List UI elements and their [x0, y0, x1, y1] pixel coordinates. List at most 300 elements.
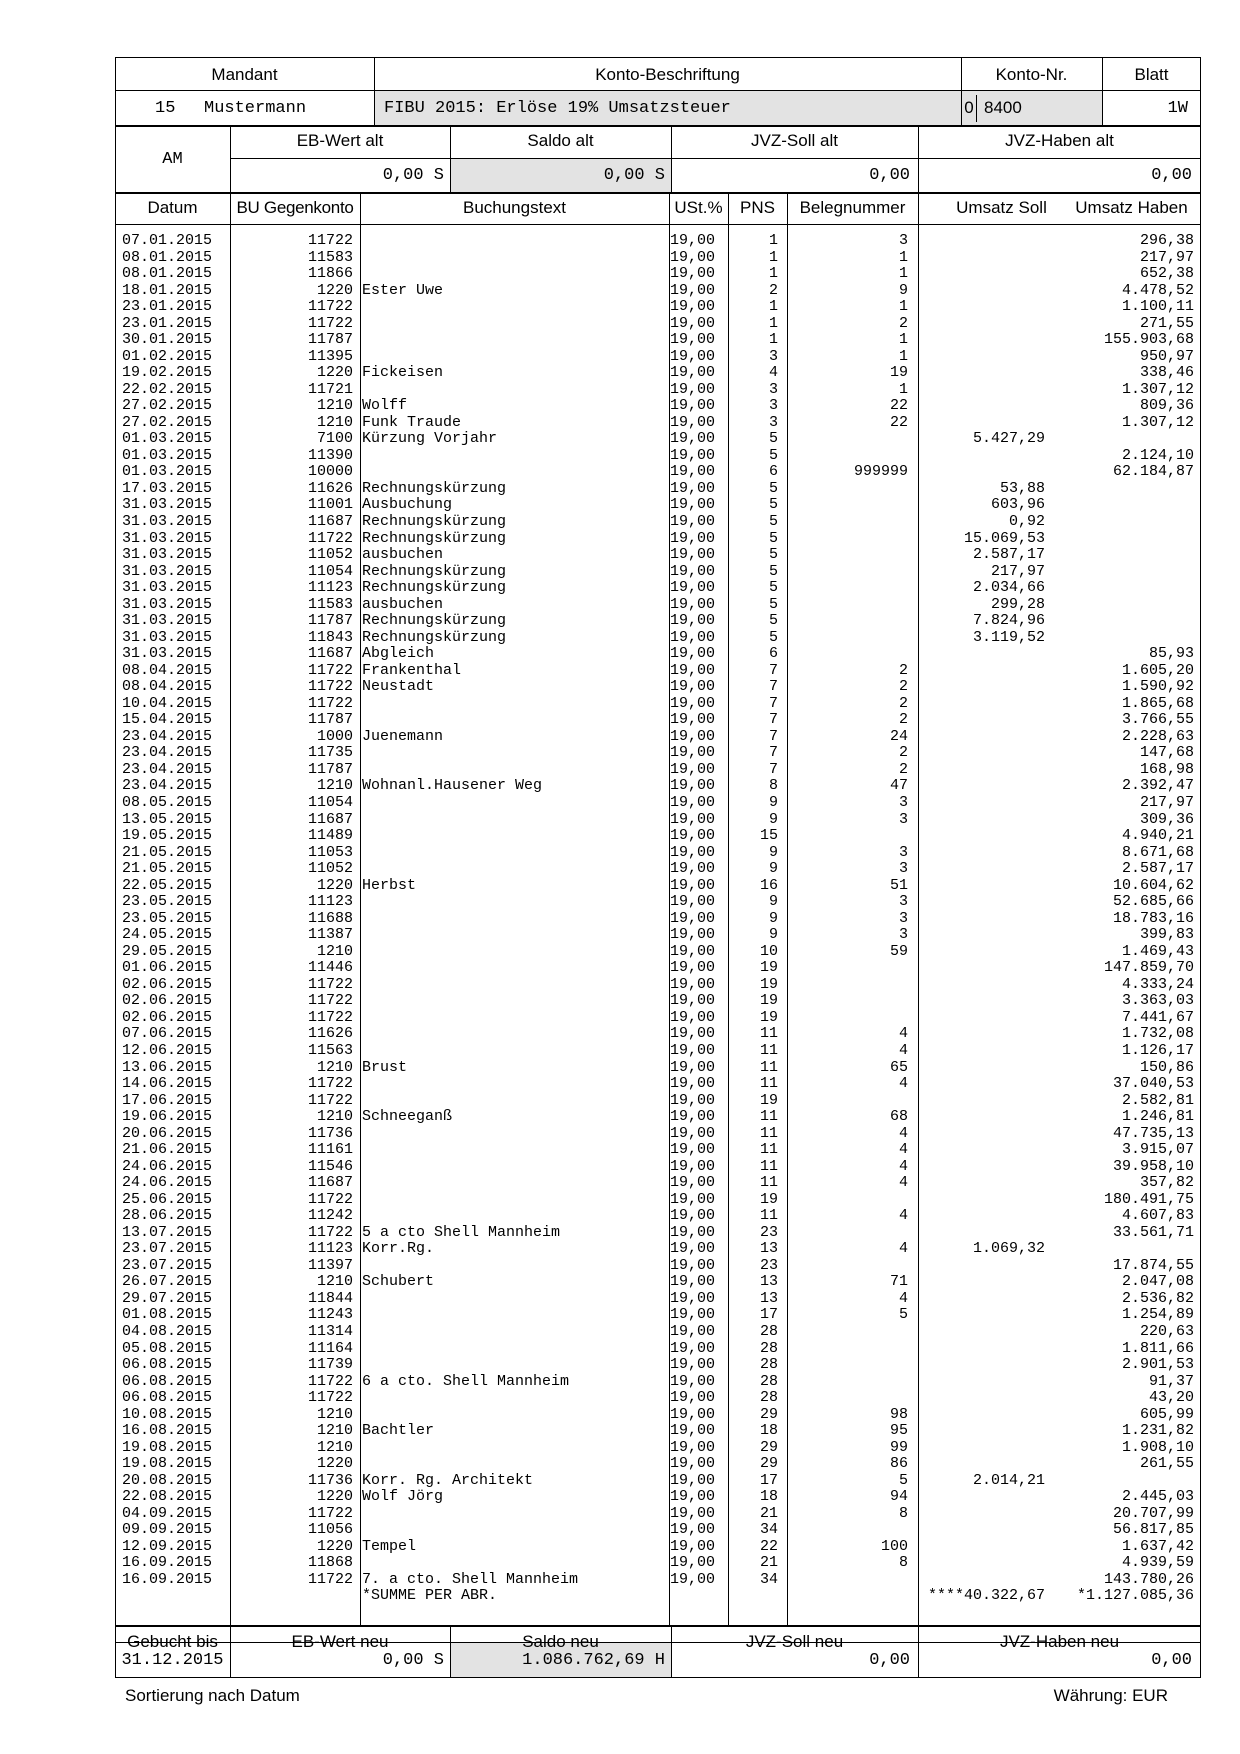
row-umsatz-haben: 2.392,47: [1121, 777, 1194, 795]
row-belegnummer: 4: [898, 1141, 908, 1159]
row-belegnummer: 65: [889, 1058, 908, 1076]
table-row: [0, 645, 1240, 662]
row-umsatz-haben: 809,36: [1139, 397, 1194, 415]
row-umsatz-haben: 4.333,24: [1121, 975, 1194, 993]
row-datum: 15.04.2015: [122, 711, 213, 729]
row-pns: 9: [768, 926, 778, 944]
table-row: [0, 1125, 1240, 1142]
table-row: [0, 728, 1240, 745]
row-gegenkonto: 11243: [307, 1306, 353, 1324]
row-umsatz-haben: 4.940,21: [1121, 827, 1194, 845]
row-pns: 9: [768, 860, 778, 878]
row-umsatz-haben: 147.859,70: [1103, 959, 1194, 977]
row-pns: 5: [768, 546, 778, 564]
row-buchungstext: Rechnungskürzung: [362, 479, 507, 497]
row-datum: 17.06.2015: [122, 1091, 213, 1109]
table-row: [0, 1373, 1240, 1390]
row-datum: 05.08.2015: [122, 1339, 213, 1357]
row-ust: 19,00: [670, 1025, 716, 1043]
row-umsatz-haben: 33.561,71: [1112, 1223, 1194, 1241]
row-gegenkonto: 11739: [307, 1356, 353, 1374]
row-buchungstext: Korr. Rg. Architekt: [362, 1471, 534, 1489]
row-ust: 19,00: [670, 760, 716, 778]
row-umsatz-haben: 150,86: [1139, 1058, 1194, 1076]
row-ust: 19,00: [670, 645, 716, 663]
row-gegenkonto: 1210: [316, 1273, 353, 1291]
row-gegenkonto: 11546: [307, 1157, 353, 1175]
saldo-alt-value: 0,00 S: [603, 166, 665, 185]
row-pns: 11: [759, 1207, 778, 1225]
row-gegenkonto: 11722: [307, 975, 353, 993]
row-datum: 21.06.2015: [122, 1141, 213, 1159]
row-buchungstext: Rechnungskürzung: [362, 529, 507, 547]
row-ust: 19,00: [670, 1438, 716, 1456]
row-umsatz-haben: 1.605,20: [1121, 661, 1194, 679]
row-ust: 19,00: [670, 1322, 716, 1340]
row-ust: 19,00: [670, 661, 716, 679]
row-ust: 19,00: [670, 909, 716, 927]
row-ust: 19,00: [670, 926, 716, 944]
row-datum: 31.03.2015: [122, 496, 213, 514]
saldo-neu-label: Saldo neu: [522, 1632, 599, 1651]
row-gegenkonto: 11787: [307, 331, 353, 349]
konto-prefix: 0: [964, 98, 974, 117]
table-row: [0, 513, 1240, 530]
table-row: [0, 827, 1240, 844]
row-buchungstext: *SUMME PER ABR.: [362, 1587, 498, 1605]
row-gegenkonto: 1210: [316, 413, 353, 431]
row-belegnummer: 5: [898, 1471, 908, 1489]
table-row: [0, 530, 1240, 547]
row-pns: 19: [759, 1091, 778, 1109]
row-pns: 19: [759, 992, 778, 1010]
row-datum: 12.06.2015: [122, 1041, 213, 1059]
row-umsatz-haben: 217,97: [1139, 248, 1194, 266]
row-pns: 11: [759, 1108, 778, 1126]
row-gegenkonto: 11397: [307, 1256, 353, 1274]
table-row: [0, 1389, 1240, 1406]
row-gegenkonto: 11722: [307, 1075, 353, 1093]
row-gegenkonto: 1220: [316, 281, 353, 299]
row-ust: 19,00: [670, 1058, 716, 1076]
row-gegenkonto: 11052: [307, 546, 353, 564]
row-buchungstext: Herbst: [362, 876, 417, 894]
row-pns: 19: [759, 959, 778, 977]
row-pns: 21: [759, 1554, 778, 1572]
row-umsatz-soll: 7.824,96: [972, 612, 1045, 630]
row-pns: 8: [768, 777, 778, 795]
row-buchungstext: Bachtler: [362, 1422, 435, 1440]
table-row: [0, 282, 1240, 299]
row-belegnummer: 3: [898, 843, 908, 861]
table-row: [0, 1224, 1240, 1241]
row-belegnummer: 4: [898, 1289, 908, 1307]
table-row: [0, 761, 1240, 778]
row-umsatz-haben: 1.732,08: [1121, 1025, 1194, 1043]
table-row: [0, 563, 1240, 580]
row-ust: 19,00: [670, 1174, 716, 1192]
row-datum: 23.04.2015: [122, 777, 213, 795]
jvz-soll-neu-value: 0,00: [869, 1651, 910, 1670]
table-row: [0, 1092, 1240, 1109]
table-row: [0, 1273, 1240, 1290]
table-row: [0, 612, 1240, 629]
col-buchungstext: Buchungstext: [462, 198, 566, 217]
row-umsatz-haben: 261,55: [1139, 1455, 1194, 1473]
table-row: [0, 249, 1240, 266]
row-datum: 08.05.2015: [122, 794, 213, 812]
row-belegnummer: 68: [889, 1108, 908, 1126]
row-umsatz-haben: 1.254,89: [1121, 1306, 1194, 1324]
row-pns: 3: [768, 380, 778, 398]
table-row: [0, 496, 1240, 513]
row-ust: 19,00: [670, 1190, 716, 1208]
row-belegnummer: 4: [898, 1240, 908, 1258]
table-row: [0, 877, 1240, 894]
table-row: [0, 1554, 1240, 1571]
konto-nr-value: 8400: [984, 98, 1022, 117]
row-buchungstext: Funk Traude: [362, 413, 462, 431]
row-umsatz-haben: 1.637,42: [1121, 1537, 1194, 1555]
row-gegenkonto: 11053: [307, 843, 353, 861]
table-row: [0, 381, 1240, 398]
row-gegenkonto: 11736: [307, 1471, 353, 1489]
row-belegnummer: 4: [898, 1075, 908, 1093]
row-gegenkonto: 1220: [316, 1488, 353, 1506]
table-row: [0, 414, 1240, 431]
row-buchungstext: Tempel: [362, 1537, 417, 1555]
row-umsatz-haben: 1.126,17: [1121, 1041, 1194, 1059]
table-row: [0, 1174, 1240, 1191]
row-gegenkonto: 11736: [307, 1124, 353, 1142]
row-pns: 6: [768, 463, 778, 481]
table-row: [0, 844, 1240, 861]
row-datum: 22.02.2015: [122, 380, 213, 398]
row-datum: 31.03.2015: [122, 529, 213, 547]
row-pns: 28: [759, 1322, 778, 1340]
row-umsatz-haben: 4.939,59: [1121, 1554, 1194, 1572]
row-datum: 12.09.2015: [122, 1537, 213, 1555]
row-umsatz-haben: 2.047,08: [1121, 1273, 1194, 1291]
row-pns: 5: [768, 579, 778, 597]
row-datum: 29.07.2015: [122, 1289, 213, 1307]
row-gegenkonto: 11390: [307, 446, 353, 464]
row-buchungstext: Wohnanl.Hausener Weg: [362, 777, 543, 795]
row-datum: 21.05.2015: [122, 843, 213, 861]
row-buchungstext: Kürzung Vorjahr: [362, 430, 498, 448]
row-gegenkonto: 11843: [307, 628, 353, 646]
row-umsatz-haben: 1.307,12: [1121, 380, 1194, 398]
table-row: [0, 1158, 1240, 1175]
row-pns: 9: [768, 909, 778, 927]
row-gegenkonto: 11687: [307, 810, 353, 828]
row-belegnummer: 1: [898, 248, 908, 266]
row-umsatz-haben: 180.491,75: [1103, 1190, 1194, 1208]
row-belegnummer: 3: [898, 909, 908, 927]
table-row: [0, 1323, 1240, 1340]
row-umsatz-haben: 1.590,92: [1121, 678, 1194, 696]
row-buchungstext: Abgleich: [362, 645, 435, 663]
row-belegnummer: 3: [898, 810, 908, 828]
row-umsatz-haben: 1.811,66: [1121, 1339, 1194, 1357]
table-row: [0, 811, 1240, 828]
row-belegnummer: 22: [889, 397, 908, 415]
col-umsatz-haben: Umsatz Haben: [1075, 198, 1188, 217]
row-umsatz-haben: 4.478,52: [1121, 281, 1194, 299]
row-belegnummer: 71: [889, 1273, 908, 1291]
row-ust: 19,00: [670, 612, 716, 630]
row-ust: 19,00: [670, 479, 716, 497]
table-row: [0, 1571, 1240, 1588]
row-datum: 06.08.2015: [122, 1389, 213, 1407]
row-ust: 19,00: [670, 1488, 716, 1506]
row-pns: 21: [759, 1504, 778, 1522]
row-pns: 11: [759, 1124, 778, 1142]
row-ust: 19,00: [670, 380, 716, 398]
row-ust: 19,00: [670, 1256, 716, 1274]
row-belegnummer: 1: [898, 380, 908, 398]
row-umsatz-haben: 1.100,11: [1121, 298, 1194, 316]
row-umsatz-haben: 1.246,81: [1121, 1108, 1194, 1126]
row-belegnummer: 3: [898, 926, 908, 944]
row-gegenkonto: 11722: [307, 1091, 353, 1109]
col-datum: Datum: [147, 198, 198, 217]
row-gegenkonto: 1210: [316, 1438, 353, 1456]
row-umsatz-haben: 168,98: [1139, 760, 1194, 778]
row-umsatz-haben: 1.908,10: [1121, 1438, 1194, 1456]
row-datum: 20.06.2015: [122, 1124, 213, 1142]
row-gegenkonto: 1210: [316, 1108, 353, 1126]
row-umsatz-haben: 2.536,82: [1121, 1289, 1194, 1307]
row-umsatz-haben: 1.231,82: [1121, 1422, 1194, 1440]
row-belegnummer: 94: [889, 1488, 908, 1506]
row-umsatz-haben: 2.228,63: [1121, 727, 1194, 745]
col-umsatz-soll: Umsatz Soll: [956, 198, 1047, 217]
row-pns: 9: [768, 843, 778, 861]
row-gegenkonto: 11583: [307, 248, 353, 266]
row-gegenkonto: 1220: [316, 1537, 353, 1555]
row-datum: 31.03.2015: [122, 513, 213, 530]
row-datum: 16.09.2015: [122, 1554, 213, 1572]
table-row: [0, 992, 1240, 1009]
row-ust: 19,00: [670, 1521, 716, 1539]
row-umsatz-haben: 8.671,68: [1121, 843, 1194, 861]
row-datum: 08.04.2015: [122, 678, 213, 696]
row-buchungstext: 6 a cto. Shell Mannheim: [362, 1372, 570, 1390]
row-datum: 21.05.2015: [122, 860, 213, 878]
row-gegenkonto: 11722: [307, 232, 353, 249]
row-ust: 19,00: [670, 1339, 716, 1357]
row-datum: 25.06.2015: [122, 1190, 213, 1208]
table-row: [0, 1356, 1240, 1373]
row-pns: 5: [768, 628, 778, 646]
row-gegenkonto: 1210: [316, 1422, 353, 1440]
row-pns: 23: [759, 1223, 778, 1241]
row-datum: 06.08.2015: [122, 1372, 213, 1390]
eb-wert-alt-label: EB-Wert alt: [296, 131, 384, 150]
table-row: [0, 662, 1240, 679]
row-pns: 23: [759, 1256, 778, 1274]
row-ust: 19,00: [670, 595, 716, 613]
row-datum: 24.06.2015: [122, 1157, 213, 1175]
row-ust: 19,00: [670, 446, 716, 464]
row-buchungstext: Frankenthal: [362, 661, 462, 679]
row-datum: 23.01.2015: [122, 298, 213, 316]
table-row: [0, 959, 1240, 976]
row-gegenkonto: 11563: [307, 1041, 353, 1059]
row-gegenkonto: 11722: [307, 1570, 353, 1588]
row-pns: 11: [759, 1075, 778, 1093]
row-pns: 3: [768, 397, 778, 415]
row-umsatz-haben: 52.685,66: [1112, 893, 1194, 911]
row-belegnummer: 1: [898, 298, 908, 316]
table-row: [0, 596, 1240, 613]
row-pns: 29: [759, 1438, 778, 1456]
row-umsatz-soll: 5.427,29: [972, 430, 1045, 448]
row-umsatz-soll: 2.587,17: [972, 546, 1045, 564]
row-pns: 17: [759, 1471, 778, 1489]
row-datum: 31.03.2015: [122, 546, 213, 564]
row-umsatz-haben: 4.607,83: [1121, 1207, 1194, 1225]
row-pns: 5: [768, 513, 778, 530]
row-umsatz-haben: 1.865,68: [1121, 694, 1194, 712]
row-belegnummer: 51: [889, 876, 908, 894]
row-ust: 19,00: [670, 876, 716, 894]
row-gegenkonto: 11722: [307, 992, 353, 1010]
sortierung-note: Sortierung nach Datum: [125, 1686, 300, 1705]
row-gegenkonto: 1210: [316, 942, 353, 960]
row-pns: 28: [759, 1389, 778, 1407]
row-datum: 24.06.2015: [122, 1174, 213, 1192]
row-datum: 23.07.2015: [122, 1240, 213, 1258]
row-ust: 19,00: [670, 1537, 716, 1555]
row-datum: 01.03.2015: [122, 446, 213, 464]
row-datum: 19.02.2015: [122, 364, 213, 382]
row-datum: 23.07.2015: [122, 1256, 213, 1274]
row-datum: 22.08.2015: [122, 1488, 213, 1506]
row-pns: 9: [768, 893, 778, 911]
row-ust: 19,00: [670, 463, 716, 481]
row-ust: 19,00: [670, 265, 716, 283]
row-pns: 1: [768, 314, 778, 332]
row-belegnummer: 4: [898, 1041, 908, 1059]
row-datum: 07.01.2015: [122, 232, 213, 249]
jvz-haben-neu-value: 0,00: [1151, 1651, 1192, 1670]
row-umsatz-haben: 18.783,16: [1112, 909, 1194, 927]
eb-wert-neu-value: 0,00 S: [382, 1651, 444, 1670]
row-gegenkonto: 1210: [316, 1405, 353, 1423]
row-datum: 04.09.2015: [122, 1504, 213, 1522]
row-umsatz-soll: ****40.322,67: [927, 1587, 1045, 1605]
row-ust: 19,00: [670, 1389, 716, 1407]
am-label: AM: [162, 150, 183, 169]
row-gegenkonto: 11161: [307, 1141, 353, 1159]
table-row: [0, 1439, 1240, 1456]
row-gegenkonto: 11722: [307, 314, 353, 332]
row-datum: 23.05.2015: [122, 893, 213, 911]
row-umsatz-haben: 2.124,10: [1121, 446, 1194, 464]
row-umsatz-haben: 17.874,55: [1112, 1256, 1194, 1274]
row-pns: 19: [759, 1008, 778, 1026]
row-ust: 19,00: [670, 579, 716, 597]
row-gegenkonto: 11387: [307, 926, 353, 944]
jvz-soll-neu-label: JVZ-Soll neu: [745, 1632, 844, 1651]
row-datum: 06.08.2015: [122, 1356, 213, 1374]
row-pns: 5: [768, 529, 778, 547]
row-ust: 19,00: [670, 232, 716, 249]
row-buchungstext: Korr.Rg.: [362, 1240, 435, 1258]
row-gegenkonto: 11583: [307, 595, 353, 613]
row-datum: 13.07.2015: [122, 1223, 213, 1241]
row-datum: 31.03.2015: [122, 595, 213, 613]
row-pns: 1: [768, 298, 778, 316]
table-row: [0, 1521, 1240, 1538]
row-datum: 27.02.2015: [122, 413, 213, 431]
row-ust: 19,00: [670, 975, 716, 993]
row-umsatz-haben: 62.184,87: [1112, 463, 1194, 481]
row-datum: 01.08.2015: [122, 1306, 213, 1324]
row-pns: 1: [768, 265, 778, 283]
row-ust: 19,00: [670, 1091, 716, 1109]
row-ust: 19,00: [670, 1108, 716, 1126]
row-belegnummer: 24: [889, 727, 908, 745]
row-pns: 4: [768, 364, 778, 382]
row-gegenkonto: 11395: [307, 347, 353, 365]
konto-beschriftung-label: Konto-Beschriftung: [595, 65, 740, 84]
row-umsatz-soll: 53,88: [999, 479, 1045, 497]
row-ust: 19,00: [670, 1504, 716, 1522]
row-belegnummer: 1: [898, 347, 908, 365]
row-pns: 11: [759, 1157, 778, 1175]
col-belegnummer: Belegnummer: [799, 198, 906, 217]
row-datum: 19.08.2015: [122, 1438, 213, 1456]
row-datum: 01.06.2015: [122, 959, 213, 977]
table-row: [0, 1059, 1240, 1076]
row-pns: 34: [759, 1570, 778, 1588]
row-buchungstext: Ester Uwe: [362, 281, 444, 299]
row-gegenkonto: 11687: [307, 513, 353, 530]
table-row: [0, 397, 1240, 414]
row-umsatz-haben: 3.766,55: [1121, 711, 1194, 729]
row-pns: 7: [768, 661, 778, 679]
row-pns: 9: [768, 810, 778, 828]
table-row: [0, 744, 1240, 761]
table-row: [0, 1306, 1240, 1323]
row-pns: 28: [759, 1339, 778, 1357]
row-gegenkonto: 11052: [307, 860, 353, 878]
row-ust: 19,00: [670, 1273, 716, 1291]
table-row: [0, 1025, 1240, 1042]
row-buchungstext: Juenemann: [362, 727, 444, 745]
table-row: [0, 893, 1240, 910]
table-row: [0, 1009, 1240, 1026]
table-row: [0, 1406, 1240, 1423]
row-datum: 07.06.2015: [122, 1025, 213, 1043]
mandant-nr: 15: [155, 99, 176, 118]
row-umsatz-haben: 652,38: [1139, 265, 1194, 283]
table-row: [0, 1422, 1240, 1439]
row-umsatz-haben: 155.903,68: [1103, 331, 1194, 349]
row-umsatz-haben: 37.040,53: [1112, 1075, 1194, 1093]
row-ust: 19,00: [670, 694, 716, 712]
row-ust: 19,00: [670, 711, 716, 729]
row-buchungstext: Ausbuchung: [362, 496, 453, 514]
row-gegenkonto: 11722: [307, 694, 353, 712]
row-pns: 19: [759, 1190, 778, 1208]
row-belegnummer: 86: [889, 1455, 908, 1473]
row-ust: 19,00: [670, 942, 716, 960]
row-pns: 29: [759, 1405, 778, 1423]
